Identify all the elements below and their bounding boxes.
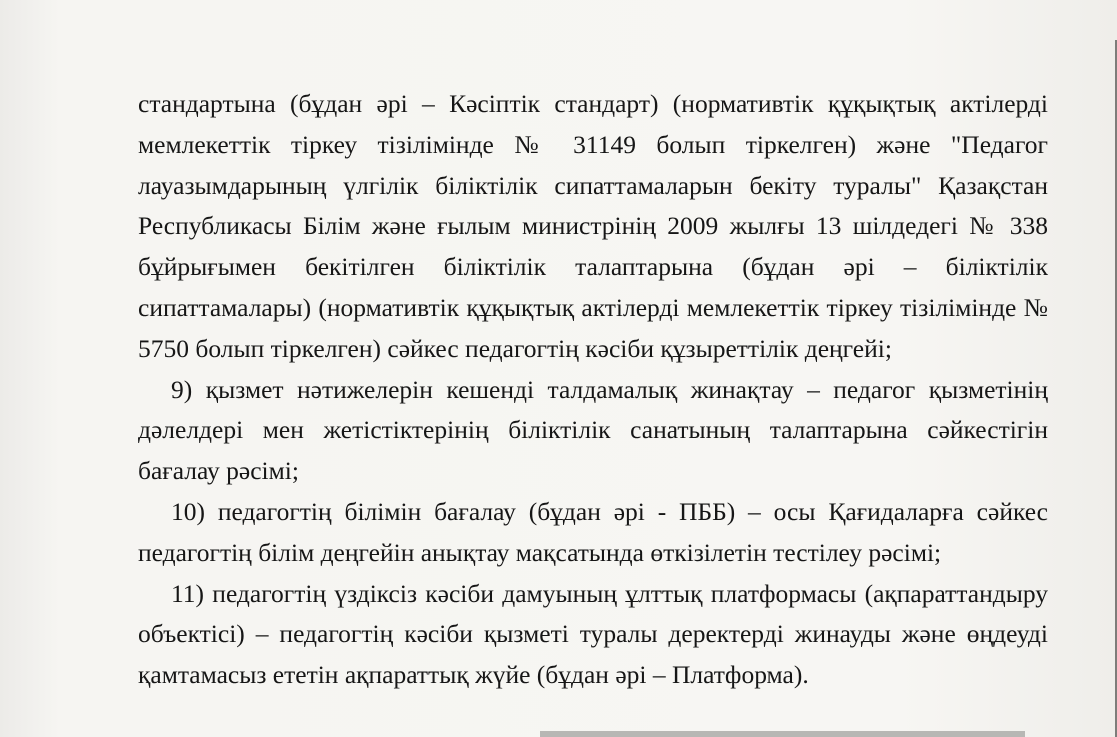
paragraph-item-9: 9) қызмет нәтижелерін кешенді талдамалық жинақтау – педагог қызметінің дәлелдері мен жетістіктерінің біліктілік санатының талаптарына сәйкестігін бағалау рәсімі; bbox=[138, 374, 1048, 486]
paragraph-item-10: 10) педагогтің білімін бағалау (бұдан әрі - ПББ) – осы Қағидаларға сәйкес педагогтің білім деңгейін анықтау мақсатында өткізілетін тестілеу рәсімі; bbox=[138, 496, 1048, 567]
document-text bbox=[138, 84, 1048, 696]
paragraph-continuation: стандартына (бұдан әрі – Кәсіптік стандарт) (нормативтік құқықтық актілерді мемлекеттік тіркеу тізілімінде № 31149 болып тіркелген) және "Педагог лауазымдарының үлгілік біліктілік сипаттамаларын бекіту туралы" Қазақстан Республикасы Білім және ғылым министрінің 2009 жылғы 13 шілдедегі № 338 бұйрығымен бекітілген біліктілік талаптарына (бұдан әрі – біліктілік сипаттамалары) (нормативтік құқықтық актілерді мемлекеттік тіркеу тізілімінде № 5750 болып тіркелген) сәйкес педагогтің кәсіби құзыреттілік деңгейі; bbox=[138, 89, 1048, 363]
paragraph-item-11: 11) педагогтің үздіксіз кәсіби дамуының ұлттық платформасы (ақпараттандыру объектісі) – педагогтің кәсіби қызметі туралы деректерді жинауды және өңдеуді қамтамасыз ететін ақпараттық жүйе (бұдан әрі – Платформа). bbox=[138, 578, 1048, 690]
bottom-edge-shadow bbox=[540, 731, 1025, 737]
